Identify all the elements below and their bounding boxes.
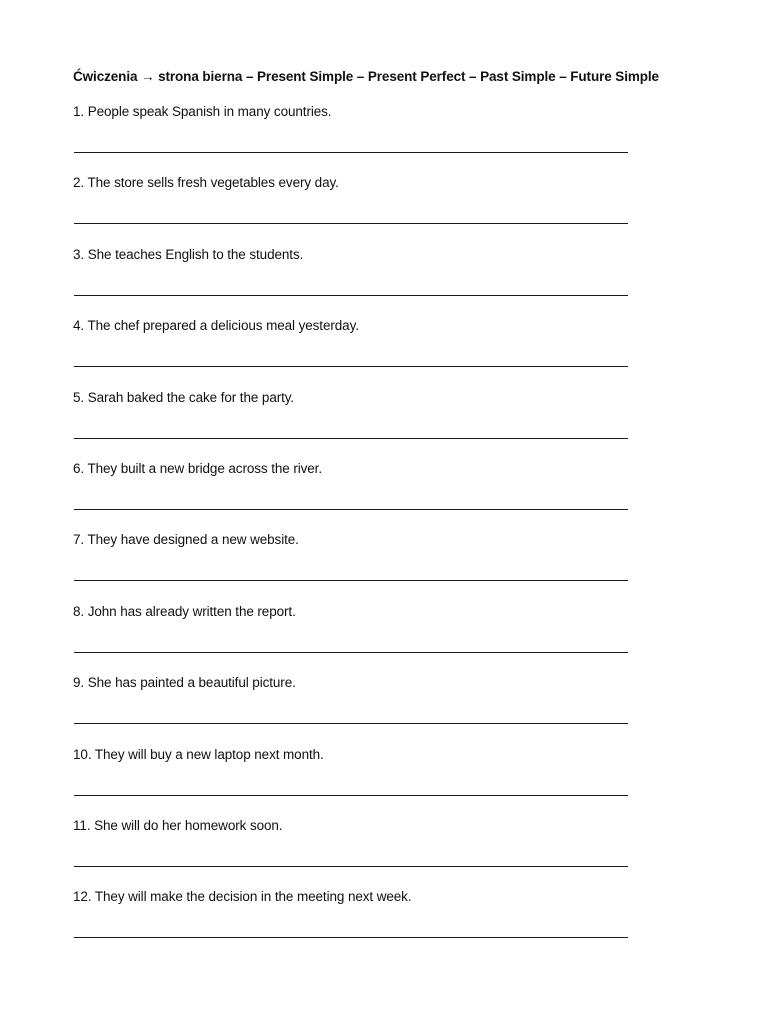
answer-line[interactable] [74,795,628,796]
exercise-item [73,889,633,960]
exercise-item [73,461,633,532]
exercise-sentence: 2. The store sells fresh vegetables every day. [73,175,339,191]
answer-line[interactable] [74,723,628,724]
answer-line[interactable] [74,438,628,439]
exercise-item [73,604,633,675]
answer-line[interactable] [74,652,628,653]
exercise-item [73,247,633,318]
exercise-item [73,675,633,746]
answer-line[interactable] [74,937,628,938]
exercise-item [73,390,633,461]
exercise-sentence: 9. She has painted a beautiful picture. [73,675,296,691]
exercise-sentence: 6. They built a new bridge across the river. [73,460,322,476]
exercise-sentence: 7. They have designed a new website. [73,532,299,548]
answer-line[interactable] [74,366,628,367]
exercise-item [73,747,633,818]
exercise-sentence: 12. They will make the decision in the meeting next week. [73,889,412,905]
exercise-item [73,318,633,389]
exercise-list [73,104,633,961]
answer-line[interactable] [74,866,628,867]
exercise-item [73,532,633,603]
answer-line[interactable] [74,295,628,296]
answer-line[interactable] [74,152,628,153]
exercise-sentence: 11. She will do her homework soon. [73,817,283,833]
exercise-sentence: 8. John has already written the report. [73,603,296,619]
answer-line[interactable] [74,509,628,510]
exercise-item [73,818,633,889]
exercise-sentence: 1. People speak Spanish in many countries. [73,104,332,119]
answer-line[interactable] [74,223,628,224]
answer-line[interactable] [74,580,628,581]
worksheet-title: Ćwiczenia → strona bierna – Present Simple – Present Perfect – Past Simple – Future Simple [73,69,659,84]
exercise-sentence: 5. Sarah baked the cake for the party. [73,389,295,405]
exercise-item [73,104,633,175]
exercise-sentence: 3. She teaches English to the students. [73,246,304,262]
exercise-sentence: 10. They will buy a new laptop next month. [73,746,324,762]
exercise-sentence: 4. The chef prepared a delicious meal yesterday. [73,318,359,334]
exercise-item [73,175,633,246]
